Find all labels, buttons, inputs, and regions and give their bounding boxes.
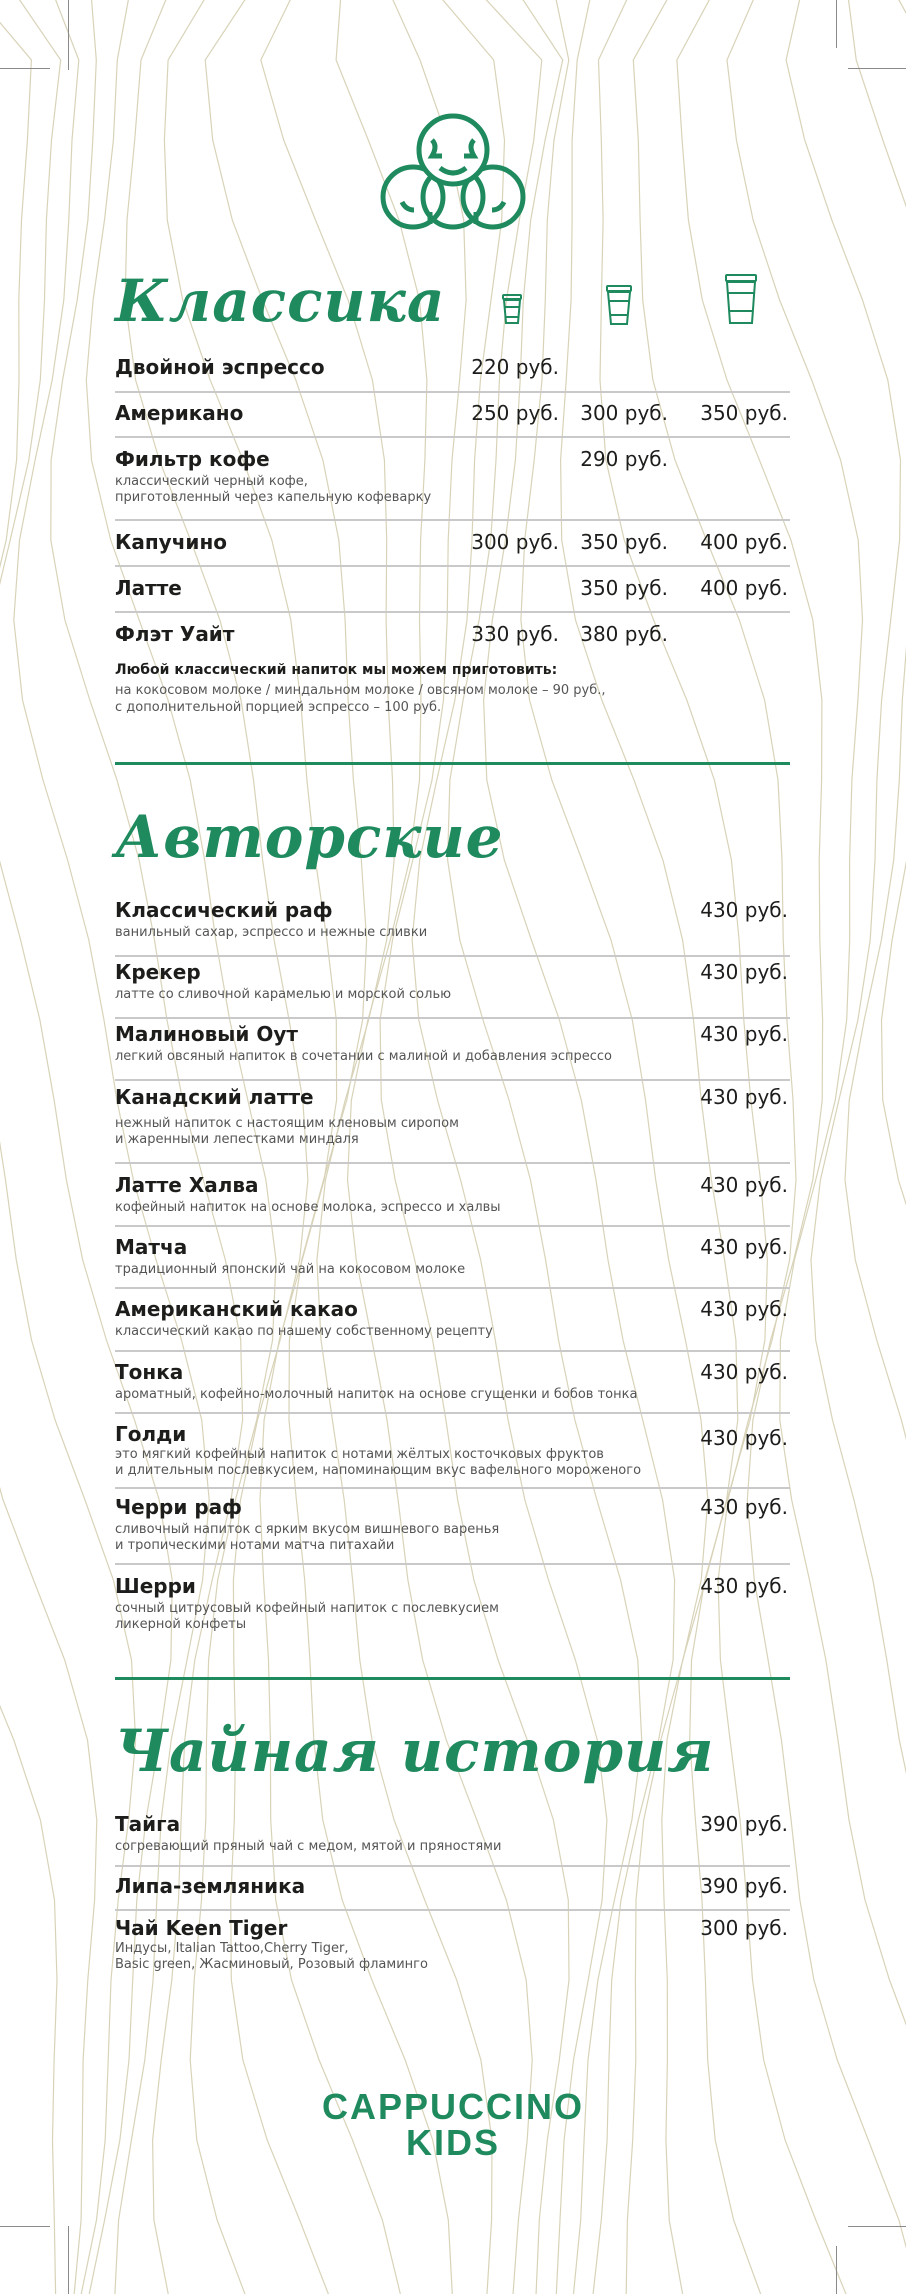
section-title-author: Авторские bbox=[115, 803, 504, 871]
cup-medium-icon bbox=[604, 284, 634, 326]
item-description: Basic green, Жасминовый, Розовый фламинго bbox=[115, 1957, 428, 1972]
item-name: Чай Keen Tiger bbox=[115, 1916, 288, 1940]
crop-mark bbox=[0, 2226, 50, 2227]
price-medium: 350 руб. bbox=[580, 576, 668, 600]
item-name: Крекер bbox=[115, 960, 201, 984]
crop-mark bbox=[848, 2226, 906, 2227]
crop-mark bbox=[0, 68, 50, 69]
separator bbox=[115, 565, 790, 567]
item-name: Американо bbox=[115, 401, 244, 425]
item-price: 430 руб. bbox=[700, 1495, 788, 1519]
item-description: традиционный японский чай на кокосовом молоке bbox=[115, 1262, 466, 1277]
separator bbox=[115, 1079, 790, 1081]
item-description: Индусы, Italian Tattoo,Cherry Tiger, bbox=[115, 1941, 349, 1956]
separator bbox=[115, 1487, 790, 1489]
price-small: 250 руб. bbox=[471, 401, 559, 425]
separator bbox=[115, 1225, 790, 1227]
item-name: Флэт Уайт bbox=[115, 622, 235, 646]
cup-large-icon bbox=[723, 273, 759, 325]
price-small: 300 руб. bbox=[471, 530, 559, 554]
note-title: Любой классический напиток мы можем приготовить: bbox=[115, 662, 558, 678]
separator bbox=[115, 436, 790, 438]
crop-mark bbox=[68, 2226, 69, 2294]
item-name: Двойной эспрессо bbox=[115, 355, 325, 379]
price-large: 400 руб. bbox=[700, 576, 788, 600]
section-divider bbox=[115, 1677, 790, 1680]
price-medium: 300 руб. bbox=[580, 401, 668, 425]
item-description: нежный напиток с настоящим кленовым сиропом bbox=[115, 1116, 459, 1131]
price-medium: 380 руб. bbox=[580, 622, 668, 646]
item-description: ароматный, кофейно-молочный напиток на основе сгущенки и бобов тонка bbox=[115, 1387, 638, 1402]
note-line: с дополнительной порцией эспрессо – 100 руб. bbox=[115, 700, 442, 715]
item-price: 430 руб. bbox=[700, 1235, 788, 1259]
separator bbox=[115, 1017, 790, 1019]
item-description: сливочный напиток с ярким вкусом вишневого варенья bbox=[115, 1522, 500, 1537]
item-price: 430 руб. bbox=[700, 898, 788, 922]
section-divider bbox=[115, 762, 790, 765]
separator bbox=[115, 1563, 790, 1565]
price-large: 350 руб. bbox=[700, 401, 788, 425]
item-name: Липа-земляника bbox=[115, 1874, 306, 1898]
separator bbox=[115, 1350, 790, 1352]
item-description: ванильный сахар, эспрессо и нежные сливки bbox=[115, 925, 428, 940]
crop-mark bbox=[836, 0, 837, 48]
item-description: латте со сливочной карамелью и морской солью bbox=[115, 987, 452, 1002]
item-description: и длительным послевкусием, напоминающим вкус вафельного мороженого bbox=[115, 1463, 642, 1478]
item-name: Канадский латте bbox=[115, 1085, 314, 1109]
item-description: приготовленный через капельную кофеварку bbox=[115, 490, 432, 505]
note-line: на кокосовом молоке / миндальном молоке / овсяном молоке – 90 руб., bbox=[115, 683, 606, 698]
item-price: 390 руб. bbox=[700, 1812, 788, 1836]
item-name: Классический раф bbox=[115, 898, 333, 922]
item-price: 430 руб. bbox=[700, 1297, 788, 1321]
item-price: 430 руб. bbox=[700, 960, 788, 984]
note-text bbox=[115, 682, 606, 716]
item-price: 430 руб. bbox=[700, 1426, 788, 1450]
price-large: 400 руб. bbox=[700, 530, 788, 554]
item-price: 390 руб. bbox=[700, 1874, 788, 1898]
crop-mark bbox=[848, 68, 906, 69]
price-small: 220 руб. bbox=[471, 355, 559, 379]
item-price: 430 руб. bbox=[700, 1360, 788, 1384]
separator bbox=[115, 391, 790, 393]
separator bbox=[115, 1287, 790, 1289]
item-name: Капучино bbox=[115, 530, 228, 554]
item-price: 430 руб. bbox=[700, 1085, 788, 1109]
separator bbox=[115, 1162, 790, 1164]
cup-small-icon bbox=[500, 293, 524, 325]
item-description: согревающий пряный чай с медом, мятой и пряностями bbox=[115, 1839, 502, 1854]
item-name: Тонка bbox=[115, 1360, 184, 1384]
item-name: Черри раф bbox=[115, 1495, 242, 1519]
section-title-tea: Чайная история bbox=[115, 1717, 715, 1785]
item-price: 430 руб. bbox=[700, 1022, 788, 1046]
separator bbox=[115, 519, 790, 521]
price-medium: 290 руб. bbox=[580, 447, 668, 471]
price-medium: 350 руб. bbox=[580, 530, 668, 554]
section-title-classic: Классика bbox=[115, 267, 446, 335]
item-name: Голди bbox=[115, 1422, 187, 1446]
item-name: Латте bbox=[115, 576, 182, 600]
item-description: это мягкий кофейный напиток с нотами жёлтых косточковых фруктов bbox=[115, 1447, 604, 1462]
item-description: и жаренными лепестками миндаля bbox=[115, 1132, 359, 1147]
brand-logo-text: CAPPUCCINO bbox=[321, 2086, 584, 2127]
item-name: Фильтр кофе bbox=[115, 447, 270, 471]
three-faces-logo-icon bbox=[380, 112, 526, 242]
item-description: кофейный напиток на основе молока, эспрессо и халвы bbox=[115, 1200, 501, 1215]
separator bbox=[115, 611, 790, 613]
item-description: сочный цитрусовый кофейный напиток с послевкусием bbox=[115, 1601, 499, 1616]
item-name: Латте Халва bbox=[115, 1173, 259, 1197]
item-name: Малиновый Оут bbox=[115, 1022, 298, 1046]
item-name: Тайга bbox=[115, 1812, 181, 1836]
item-description: классический какао по нашему собственному рецепту bbox=[115, 1324, 493, 1339]
separator bbox=[115, 1909, 790, 1911]
item-price: 430 руб. bbox=[700, 1574, 788, 1598]
separator bbox=[115, 1865, 790, 1867]
item-description: классический черный кофе, bbox=[115, 474, 308, 489]
item-name: Матча bbox=[115, 1235, 188, 1259]
item-description: и тропическими нотами матча питахайи bbox=[115, 1538, 395, 1553]
item-price: 430 руб. bbox=[700, 1173, 788, 1197]
item-description: легкий овсяный напиток в сочетании с малиной и добавления эспрессо bbox=[115, 1049, 613, 1064]
crop-mark bbox=[836, 2246, 837, 2294]
separator bbox=[115, 955, 790, 957]
item-name: Шерри bbox=[115, 1574, 196, 1598]
brand-logo-text: KIDS bbox=[405, 2122, 500, 2163]
item-price: 300 руб. bbox=[700, 1916, 788, 1940]
crop-mark bbox=[68, 0, 69, 70]
item-name: Американский какао bbox=[115, 1297, 358, 1321]
separator bbox=[115, 1412, 790, 1414]
item-description: ликерной конфеты bbox=[115, 1617, 247, 1632]
price-small: 330 руб. bbox=[471, 622, 559, 646]
